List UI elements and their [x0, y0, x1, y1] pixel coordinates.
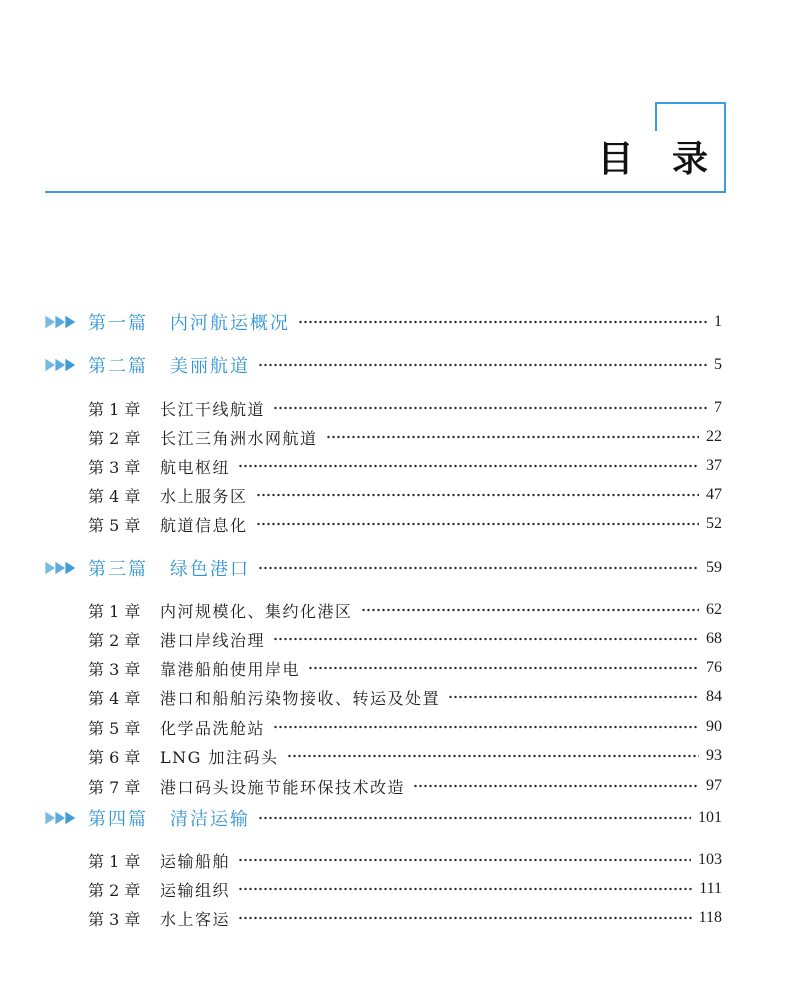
- part-label: 第三篇: [88, 559, 148, 580]
- triple-arrow-icon: [45, 811, 77, 825]
- triple-arrow-icon: [45, 315, 77, 329]
- chapter-label: 第 7 章: [88, 777, 141, 797]
- toc-chapter-row: [88, 598, 722, 622]
- part-label: 第一篇: [88, 313, 148, 334]
- toc-chapter-row: [88, 396, 722, 420]
- chapter-title: 靠港船舶使用岸电: [160, 659, 301, 679]
- dot-leader: [448, 695, 699, 699]
- chapter-label: 第 1 章: [88, 851, 141, 871]
- dot-leader: [298, 320, 707, 324]
- chapter-label: 第 4 章: [88, 688, 141, 708]
- chapter-label: 第 1 章: [88, 601, 141, 621]
- dot-leader: [256, 493, 699, 497]
- page-number: 1: [714, 313, 722, 330]
- chapter-title: 港口和船舶污染物接收、转运及处置: [160, 688, 441, 708]
- part-title: 美丽航道: [170, 356, 250, 377]
- title-underline: [45, 191, 726, 193]
- toc-part-row: [45, 556, 722, 580]
- chapter-label: 第 2 章: [88, 428, 141, 448]
- dot-leader: [413, 784, 699, 788]
- chapter-label: 第 4 章: [88, 486, 141, 506]
- part-label: 第四篇: [88, 809, 148, 830]
- dot-leader: [361, 608, 699, 612]
- page-number: 68: [706, 630, 722, 647]
- chapter-title: 运输组织: [160, 880, 231, 900]
- part-title: 清洁运输: [170, 809, 250, 830]
- page-number: 97: [706, 777, 722, 794]
- page-number: 118: [698, 909, 722, 926]
- chapter-label: 第 2 章: [88, 880, 141, 900]
- chapter-label: 第 3 章: [88, 457, 141, 477]
- toc-chapter-row: [88, 425, 722, 449]
- page-number: 59: [706, 559, 722, 576]
- page-number: 90: [706, 718, 722, 735]
- page-number: 52: [706, 515, 722, 532]
- dot-leader: [256, 522, 699, 526]
- dot-leader: [273, 725, 699, 729]
- toc-part-row: [45, 353, 722, 377]
- page-title: 目 录: [597, 139, 708, 180]
- page-number: 101: [698, 809, 722, 826]
- page-number: 62: [706, 601, 722, 618]
- chapter-label: 第 1 章: [88, 399, 141, 419]
- toc-chapter-row: [88, 512, 722, 536]
- chapter-label: 第 5 章: [88, 718, 141, 738]
- chapter-title: LNG 加注码头: [160, 747, 279, 767]
- page-number: 93: [706, 747, 722, 764]
- chapter-label: 第 3 章: [88, 909, 141, 929]
- title-frame-right-line: [724, 102, 726, 193]
- toc-part-row: [45, 806, 722, 830]
- part-title: 内河航运概况: [170, 313, 290, 334]
- toc-chapter-row: [88, 483, 722, 507]
- chapter-label: 第 2 章: [88, 630, 141, 650]
- part-title: 绿色港口: [170, 559, 250, 580]
- chapter-title: 长江干线航道: [160, 399, 266, 419]
- chapter-title: 港口码头设施节能环保技术改造: [160, 777, 406, 797]
- page-number: 84: [706, 688, 722, 705]
- dot-leader: [287, 754, 700, 758]
- toc-chapter-row: [88, 744, 722, 768]
- triple-arrow-icon: [45, 561, 77, 575]
- toc-chapter-row: [88, 454, 722, 478]
- dot-leader: [238, 858, 691, 862]
- page-number: 111: [699, 880, 722, 897]
- chapter-label: 第 6 章: [88, 747, 141, 767]
- chapter-title: 航道信息化: [160, 515, 248, 535]
- chapter-title: 航电枢纽: [160, 457, 231, 477]
- chapter-label: 第 5 章: [88, 515, 141, 535]
- chapter-title: 内河规模化、集约化港区: [160, 601, 353, 621]
- page-number: 5: [714, 356, 722, 373]
- part-label: 第二篇: [88, 356, 148, 377]
- page-number: 22: [706, 428, 722, 445]
- toc-chapter-row: [88, 848, 722, 872]
- toc-chapter-row: [88, 715, 722, 739]
- toc-chapter-row: [88, 774, 722, 798]
- title-frame-left-tick: [655, 102, 657, 131]
- dot-leader: [258, 363, 707, 367]
- chapter-title: 水上客运: [160, 909, 231, 929]
- toc-chapter-row: [88, 685, 722, 709]
- chapter-title: 运输船舶: [160, 851, 231, 871]
- dot-leader: [238, 887, 692, 891]
- dot-leader: [238, 464, 699, 468]
- page-number: 76: [706, 659, 722, 676]
- page-number: 47: [706, 486, 722, 503]
- page-number: 7: [714, 399, 722, 416]
- page-number: 37: [706, 457, 722, 474]
- toc-chapter-row: [88, 906, 722, 930]
- title-frame-top-line: [655, 102, 726, 104]
- dot-leader: [308, 666, 699, 670]
- toc-chapter-row: [88, 877, 722, 901]
- chapter-title: 港口岸线治理: [160, 630, 266, 650]
- toc-chapter-row: [88, 627, 722, 651]
- dot-leader: [326, 435, 699, 439]
- toc-chapter-row: [88, 656, 722, 680]
- triple-arrow-icon: [45, 358, 77, 372]
- chapter-title: 水上服务区: [160, 486, 248, 506]
- chapter-title: 化学品洗舱站: [160, 718, 266, 738]
- dot-leader: [258, 566, 699, 570]
- dot-leader: [238, 916, 692, 920]
- dot-leader: [258, 816, 691, 820]
- toc-part-row: [45, 310, 722, 334]
- dot-leader: [273, 406, 707, 410]
- dot-leader: [273, 637, 699, 641]
- page-number: 103: [698, 851, 722, 868]
- chapter-label: 第 3 章: [88, 659, 141, 679]
- chapter-title: 长江三角洲水网航道: [160, 428, 318, 448]
